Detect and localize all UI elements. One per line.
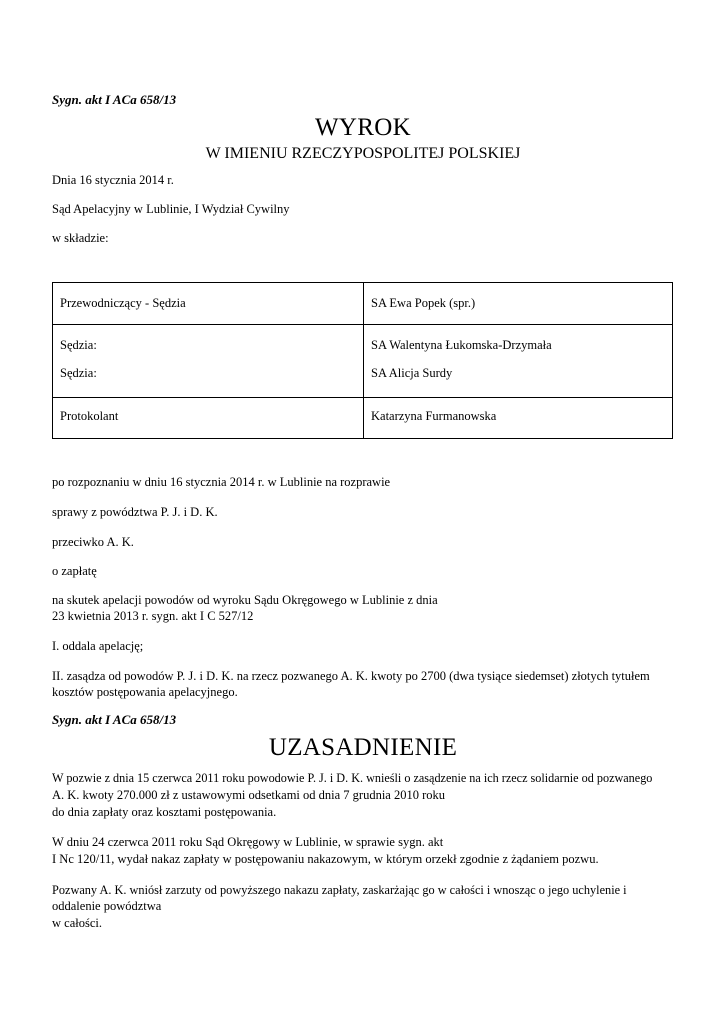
table-cell — [53, 283, 364, 325]
verdict-point-2-line-1: II. zasądza od powodów P. J. i D. K. na rzecz pozwanego A. K. kwoty po 2700 (dwa tysiące siedemset) złotych tytułem — [52, 669, 650, 683]
clerk-role: Protokolant — [60, 409, 119, 423]
defendant-line: przeciwko A. K. — [52, 535, 134, 549]
justification-p3-line-1: Pozwany A. K. wniósł zarzuty od powyższego nakazu zapłaty, zaskarżając go w całości i wnosząc o jego uchylenie i — [52, 883, 627, 897]
verdict-point-2-line-2: kosztów postępowania apelacyjnego. — [52, 685, 238, 699]
justification-p1-line-1: W pozwie z dnia 15 czerwca 2011 roku powodowie P. J. i D. K. wnieśli o zasądzenie na ich rzecz solidarnie od pozwanego — [52, 771, 653, 785]
appeal-line-2: 23 kwietnia 2013 r. sygn. akt I C 527/12 — [52, 609, 254, 623]
verdict-date: Dnia 16 stycznia 2014 r. — [52, 173, 174, 187]
table-cell — [364, 283, 673, 325]
table-cell — [53, 398, 364, 439]
judge1-role: Sędzia: — [60, 338, 97, 352]
hearing-line: po rozpoznaniu w dniu 16 stycznia 2014 r. w Lublinie na rozprawie — [52, 475, 391, 489]
table-cell — [53, 325, 364, 398]
justification-title: UZASADNIENIE — [268, 734, 458, 761]
table-row — [53, 283, 673, 325]
clerk-name: Katarzyna Furmanowska — [371, 409, 497, 423]
justification-p2-line-2: I Nc 120/11, wydał nakaz zapłaty w postępowaniu nakazowym, w którym orzekł zgodnie z żądaniem pozwu. — [52, 852, 599, 866]
appeal-line-1: na skutek apelacji powodów od wyroku Sądu Okręgowego w Lublinie z dnia — [52, 593, 438, 607]
composition-label: w składzie: — [52, 231, 109, 245]
judge2-name: SA Alicja Surdy — [371, 366, 453, 380]
verdict-point-1: I. oddala apelację; — [52, 639, 144, 653]
court-name: Sąd Apelacyjny w Lublinie, I Wydział Cywilny — [52, 202, 290, 216]
justification-case-number: Sygn. akt I ACa 658/13 — [52, 712, 177, 727]
verdict-subtitle: W IMIENIU RZECZYPOSPOLITEJ POLSKIEJ — [205, 145, 521, 162]
case-parties: sprawy z powództwa P. J. i D. K. — [52, 505, 218, 519]
presiding-name: SA Ewa Popek (spr.) — [371, 296, 476, 310]
justification-p3-line-3: w całości. — [52, 916, 102, 930]
presiding-role: Przewodniczący - Sędzia — [60, 296, 186, 310]
table-row — [53, 398, 673, 439]
justification-p1-line-2: A. K. kwoty 270.000 zł z ustawowymi odsetkami od dnia 7 grudnia 2010 roku — [52, 788, 446, 802]
composition-table — [52, 282, 673, 439]
table-cell — [364, 325, 673, 398]
justification-p1-line-3: do dnia zapłaty oraz kosztami postępowania. — [52, 805, 277, 819]
table-cell — [364, 398, 673, 439]
table-row — [53, 325, 673, 398]
justification-p3-line-2: oddalenie powództwa — [52, 899, 162, 913]
judge1-name: SA Walentyna Łukomska-Drzymała — [371, 338, 552, 352]
judge2-role: Sędzia: — [60, 366, 97, 380]
verdict-title: WYROK — [315, 114, 411, 141]
subject-line: o zapłatę — [52, 564, 97, 578]
justification-p2-line-1: W dniu 24 czerwca 2011 roku Sąd Okręgowy w Lublinie, w sprawie sygn. akt — [52, 835, 444, 849]
case-number: Sygn. akt I ACa 658/13 — [52, 92, 177, 107]
